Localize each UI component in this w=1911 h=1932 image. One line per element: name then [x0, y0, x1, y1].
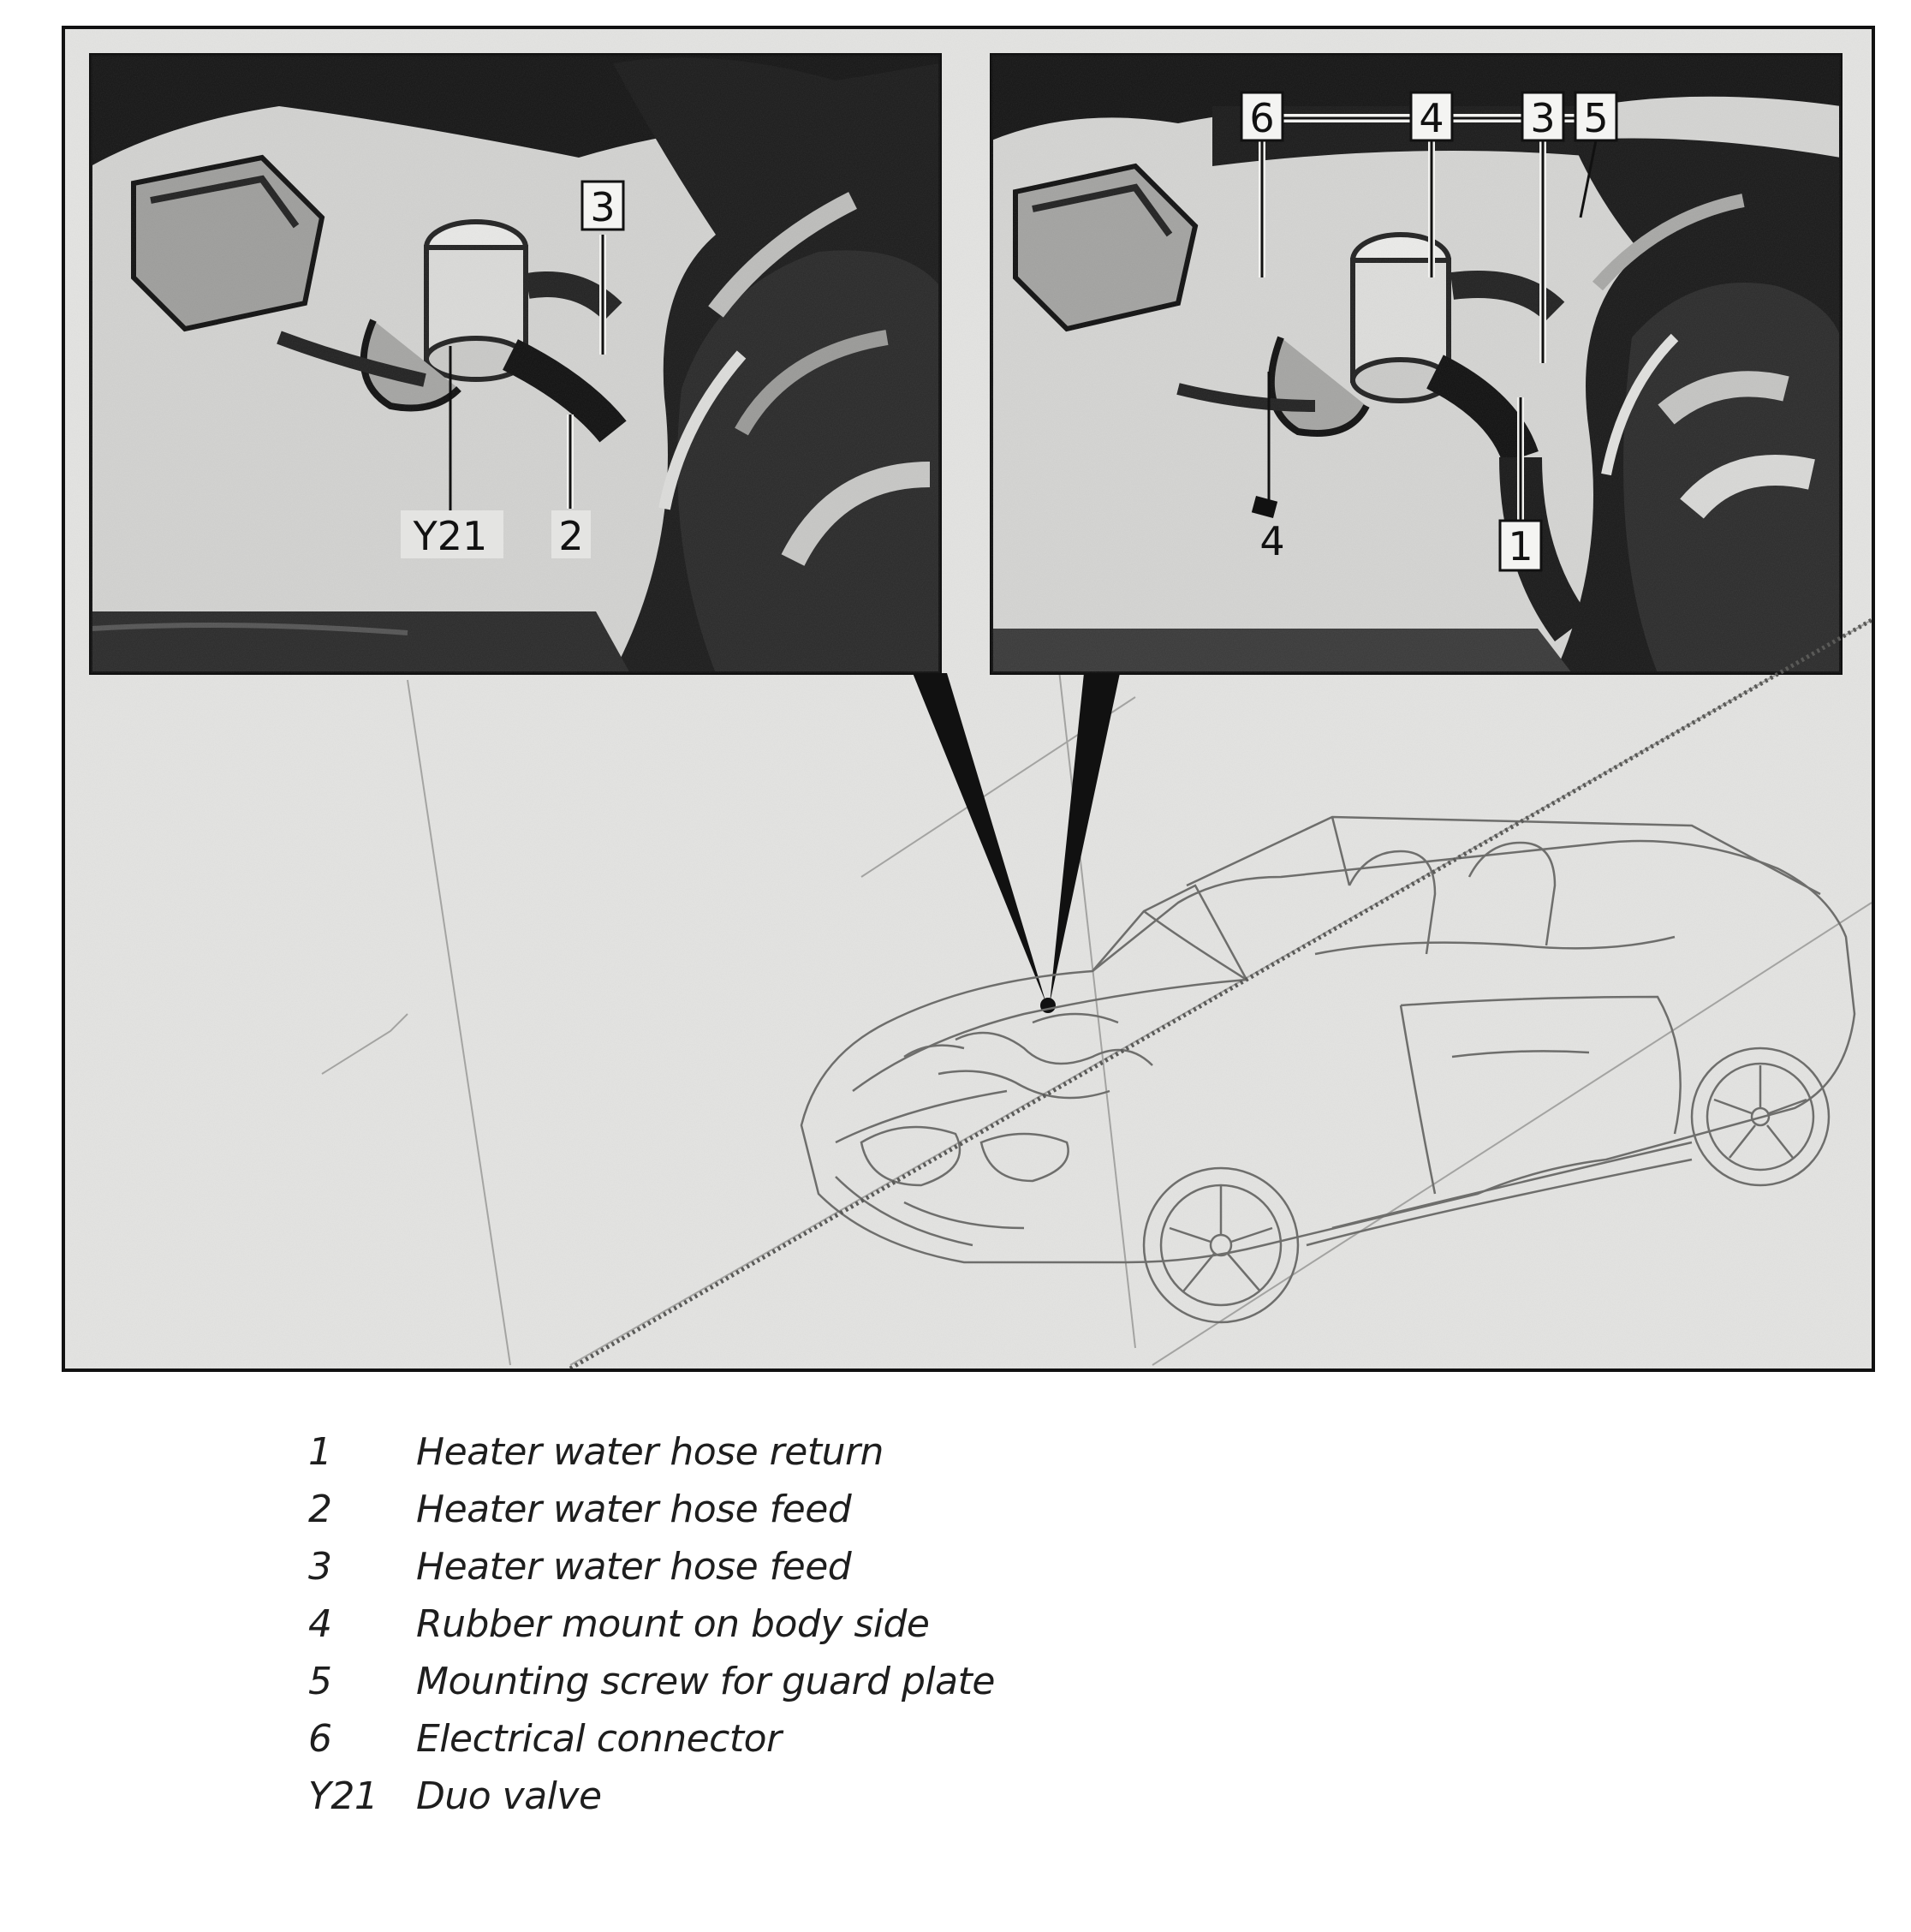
legend-text: Electrical connector — [416, 1717, 782, 1761]
legend-row — [308, 1774, 1421, 1832]
legend-text: Heater water hose feed — [416, 1545, 852, 1589]
legend-key: Y21 — [308, 1774, 378, 1818]
legend-key: 5 — [308, 1660, 332, 1703]
legend-row — [308, 1660, 1421, 1717]
callout-1-right: 1 — [1508, 523, 1533, 569]
legend-row — [308, 1545, 1421, 1602]
legend-row — [308, 1717, 1421, 1774]
legend-row — [308, 1602, 1421, 1660]
callout-4-top-right: 4 — [1419, 95, 1444, 141]
legend — [308, 1430, 1421, 1832]
legend-key: 3 — [308, 1545, 332, 1589]
callout-4-bottom-right: 4 — [1259, 518, 1285, 564]
legend-text: Heater water hose return — [416, 1430, 884, 1474]
legend-text: Heater water hose feed — [416, 1488, 852, 1531]
figure-panel — [62, 26, 1875, 1372]
legend-row — [308, 1430, 1421, 1488]
legend-row — [308, 1488, 1421, 1545]
legend-key: 4 — [308, 1602, 332, 1646]
callout-2-left: 2 — [558, 513, 584, 559]
legend-key: 2 — [308, 1488, 332, 1531]
legend-text: Duo valve — [416, 1774, 602, 1818]
callout-6-right: 6 — [1249, 95, 1275, 141]
legend-key: 6 — [308, 1717, 332, 1761]
callout-Y21-left: Y21 — [413, 513, 488, 559]
legend-text: Mounting screw for guard plate — [416, 1660, 995, 1703]
legend-text: Rubber mount on body side — [416, 1602, 930, 1646]
callout-3-left: 3 — [590, 184, 616, 230]
callout-3-right: 3 — [1530, 95, 1556, 141]
legend-key: 1 — [308, 1430, 332, 1474]
callout-5-right: 5 — [1583, 95, 1609, 141]
